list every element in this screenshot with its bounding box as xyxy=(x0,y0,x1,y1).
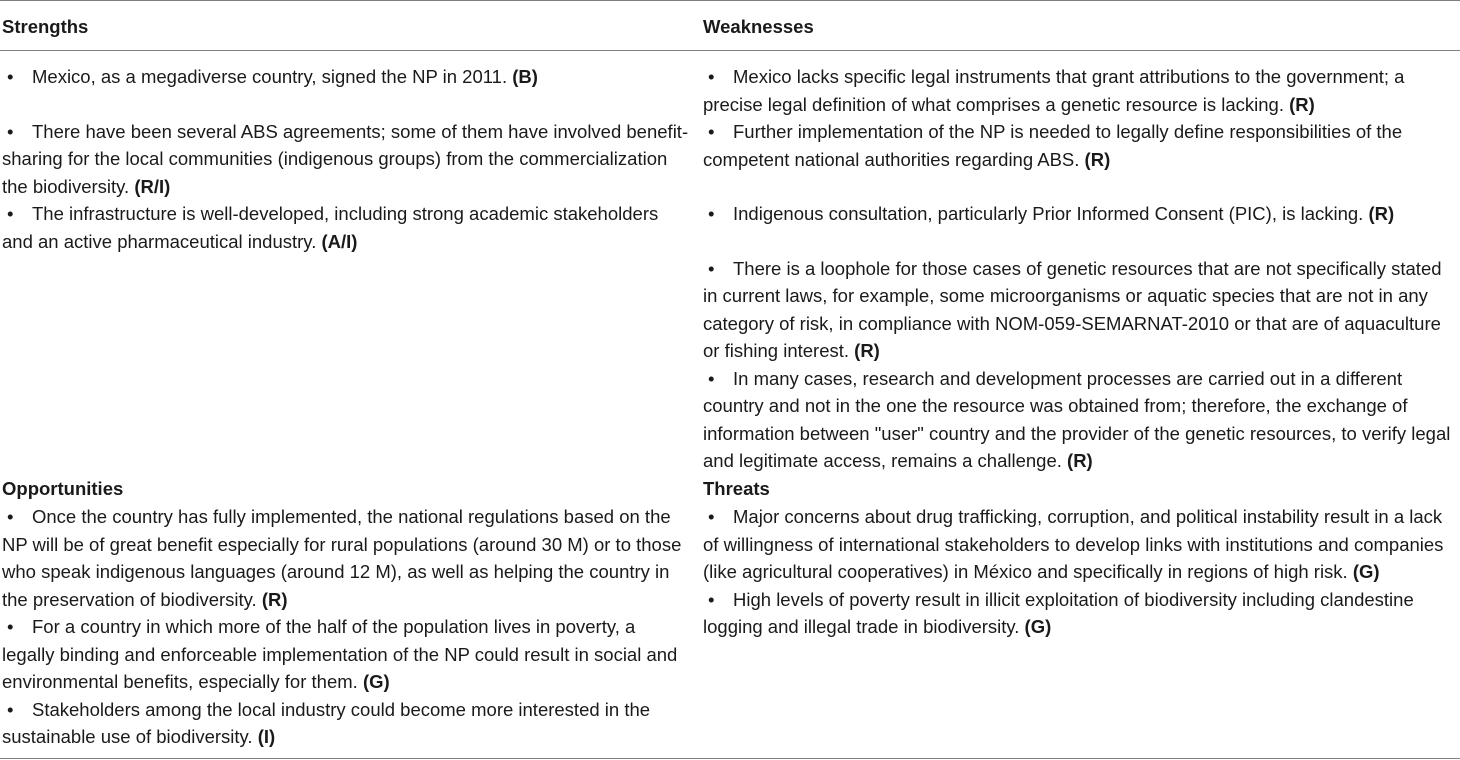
header-rule xyxy=(0,50,1460,51)
strengths-heading: Strengths xyxy=(2,16,89,37)
bullet: • xyxy=(7,698,14,720)
weakness-item-1: • Mexico lacks specific legal instruments that grant attributions to the government; a precise legal definition of what comprises a genetic resource is lacking. (R) xyxy=(703,63,1455,118)
bullet: • xyxy=(7,616,14,637)
weaknesses-heading: Weaknesses xyxy=(703,16,814,37)
bullet: • xyxy=(708,203,715,224)
bullet: • xyxy=(7,203,14,224)
weakness-item-2: • Further implementation of the NP is needed to legally define responsibilities of the competent national authorities regarding ABS. (R) xyxy=(703,118,1455,173)
weakness-item-5: • In many cases, research and development processes are carried out in a different country and not in the one the resource was obtained from; therefore, the exchange of information between "user" country and the provider of the genetic resources, to verify legal and legitimate access, remains a challenge. (R) xyxy=(703,365,1455,475)
top-rule xyxy=(0,0,1460,1)
weakness-item-4: • There is a loophole for those cases of genetic resources that are not specifically stated in current laws, for example, some microorganisms or aquatic species that are not in any category of risk, in compliance with NOM-059-SEMARNAT-2010 or that are of aquaculture or fishing interest. (R) xyxy=(703,255,1455,365)
threat-item-1: • Major concerns about drug trafficking, corruption, and political instability result in a lack of willingness of international stakeholders to develop links with institutions and companies (like agricultural cooperatives) in México and specifically in regions of high risk. (G) xyxy=(703,503,1455,586)
opportunity-item-1: • Once the country has fully implemented, the national regulations based on the NP will be of great benefit especially for rural populations (around 30 M) or to those who speak indigenous languages (around 12 M), as well as helping the country in the preservation of biodiversity. (R) xyxy=(2,503,692,613)
bullet: • xyxy=(7,66,14,87)
bullet: • xyxy=(7,506,14,527)
bottom-rule xyxy=(0,758,1460,759)
weakness-item-3: • Indigenous consultation, particularly Prior Informed Consent (PIC), is lacking. (R) xyxy=(703,200,1455,228)
strength-item-2: • There have been several ABS agreements; some of them have involved benefit-sharing for the local communities (indigenous groups) from the commercialization the biodiversity. (R/I) xyxy=(2,118,692,201)
strength-item-3: • The infrastructure is well-developed, including strong academic stakeholders and an active pharmaceutical industry. (A/I) xyxy=(2,200,692,255)
strengths-list xyxy=(2,63,692,255)
bullet: • xyxy=(708,506,715,527)
opportunities-heading: Opportunities xyxy=(2,478,124,499)
opportunity-item-2: • For a country in which more of the half of the population lives in poverty, a legally binding and enforceable implementation of the NP could result in social and environmental benefits, especially for them. (G) xyxy=(2,613,692,696)
weaknesses-list xyxy=(703,63,1455,475)
strength-item-1: • Mexico, as a megadiverse country, signed the NP in 2011. (B) xyxy=(2,63,692,91)
bullet: • xyxy=(708,66,715,87)
bullet: • xyxy=(708,588,715,610)
bullet: • xyxy=(708,257,715,279)
threats-list xyxy=(703,503,1455,641)
bullet: • xyxy=(7,120,14,142)
bullet: • xyxy=(708,121,715,142)
opportunity-item-3: • Stakeholders among the local industry could become more interested in the sustainable use of biodiversity. (I) xyxy=(2,696,692,751)
opportunities-list xyxy=(2,503,692,751)
bullet: • xyxy=(708,367,715,389)
threat-item-2: • High levels of poverty result in illicit exploitation of biodiversity including clandestine logging and illegal trade in biodiversity. (G) xyxy=(703,586,1455,641)
threats-heading: Threats xyxy=(703,478,770,499)
